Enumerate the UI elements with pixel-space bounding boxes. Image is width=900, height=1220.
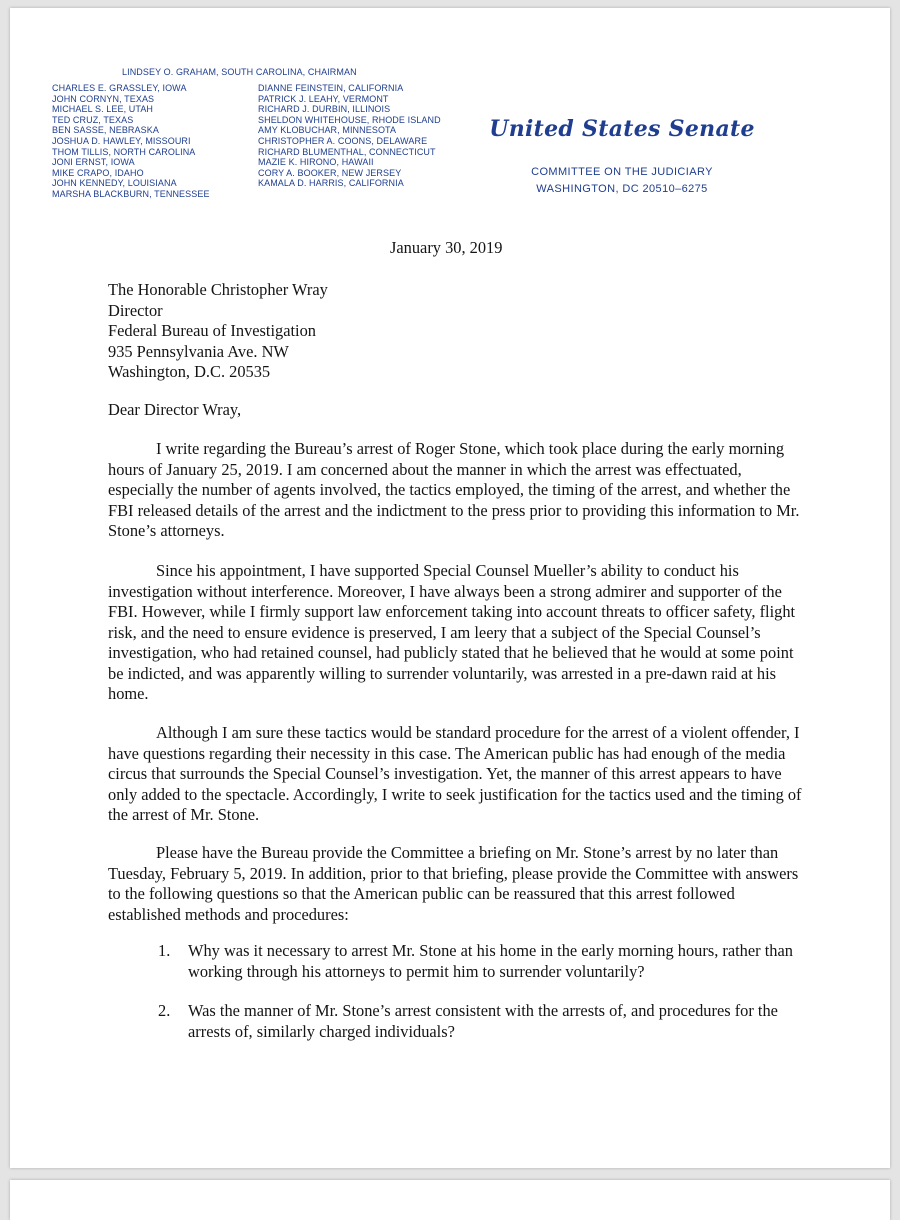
member-name: JOHN CORNYN, TEXAS: [52, 93, 155, 104]
letterhead: [10, 8, 890, 208]
letter-date: January 30, 2019: [390, 238, 503, 257]
recipient-line: The Honorable Christopher Wray: [108, 280, 328, 299]
member-name: AMY KLOBUCHAR, MINNESOTA: [258, 125, 397, 136]
recipient-line: Federal Bureau of Investigation: [108, 321, 317, 340]
salutation: Dear Director Wray,: [108, 400, 242, 419]
committee-name: COMMITTEE ON THE JUDICIARY: [531, 166, 713, 178]
member-name: PATRICK J. LEAHY, VERMONT: [258, 93, 389, 104]
question-number: 2.: [158, 1001, 171, 1020]
member-name: JOSHUA D. HAWLEY, MISSOURI: [52, 135, 191, 146]
question-text: Was the manner of Mr. Stone’s arrest consistent with the arrests of, and procedures for the arrests of, similarly charged individuals?: [188, 1001, 778, 1041]
recipient-address: [108, 280, 328, 383]
paragraph: Please have the Bureau provide the Committee a briefing on Mr. Stone’s arrest by no later than Tuesday, February 5, 2019. In addition, prior to that briefing, please provide the Committee with answers to the following questions so that the American public can be reassured that this arrest followed established methods and procedures:: [108, 843, 799, 924]
member-name: RICHARD BLUMENTHAL, CONNECTICUT: [258, 146, 436, 157]
question-item: [158, 1001, 808, 1042]
question-number: 1.: [158, 941, 171, 960]
member-name: RICHARD J. DURBIN, ILLINOIS: [258, 104, 391, 115]
member-name: THOM TILLIS, NORTH CAROLINA: [52, 146, 196, 157]
paragraph: I write regarding the Bureau’s arrest of Roger Stone, which took place during the early morning hours of January 25, 2019. I am concerned about the manner in which the arrest was effectuated, especially the number of agents involved, the tactics employed, the timing of the arrest, and whether the FBI released details of the arrest and the indictment to the press prior to providing this information to Mr. Stone’s attorneys.: [108, 439, 800, 540]
committee-address: WASHINGTON, DC 20510–6275: [536, 183, 708, 195]
member-name: CORY A. BOOKER, NEW JERSEY: [258, 167, 402, 178]
question-text: Why was it necessary to arrest Mr. Stone at his home in the early morning hours, rather than working through his attorneys to permit him to surrender voluntarily?: [188, 941, 793, 981]
member-name: MAZIE K. HIRONO, HAWAII: [258, 157, 374, 168]
paragraph: Since his appointment, I have supported Special Counsel Mueller’s ability to conduct his investigation without interference. Moreover, I have always been a strong admirer and supporter of the FBI. However, while I firmly support law enforcement taking into account threats to officer safety, flight risk, and the need to ensure evidence is preserved, I am leery that a subject of the Special Counsel’s investigation, who had retained counsel, had publicly stated that he believed that he would at some point be indicted, and was apparently willing to surrender voluntarily, was arrested in a pre-dawn raid at his home.: [108, 561, 796, 703]
recipient-line: 935 Pennsylvania Ave. NW: [108, 341, 289, 361]
letter-page: [10, 8, 890, 1168]
recipient-line: Director: [108, 300, 163, 320]
member-name: TED CRUZ, TEXAS: [52, 114, 134, 125]
member-name: SHELDON WHITEHOUSE, RHODE ISLAND: [258, 114, 441, 125]
committee-chairman: LINDSEY O. GRAHAM, SOUTH CAROLINA, CHAIRMAN: [122, 67, 357, 77]
member-name: CHRISTOPHER A. COONS, DELAWARE: [258, 135, 428, 146]
member-name: MICHAEL S. LEE, UTAH: [52, 104, 154, 115]
member-name: MARSHA BLACKBURN, TENNESSEE: [52, 188, 210, 199]
next-page-edge: [10, 1180, 890, 1220]
committee-block: [492, 164, 752, 198]
paragraph: Although I am sure these tactics would be standard procedure for the arrest of a violent offender, I have questions regarding their necessity in this case. The American public has had enough of the media circus that surrounds the Special Counsel’s investigation. Yet, the manner of this arrest appears to have only added to the spectacle. Accordingly, I write to seek justification for the tactics used and the timing of the arrest of Mr. Stone.: [108, 723, 802, 824]
member-name: MIKE CRAPO, IDAHO: [52, 167, 144, 178]
member-name: JOHN KENNEDY, LOUISIANA: [52, 178, 177, 189]
majority-members-list: [52, 83, 210, 200]
member-name: DIANNE FEINSTEIN, CALIFORNIA: [258, 83, 404, 93]
member-name: CHARLES E. GRASSLEY, IOWA: [52, 83, 187, 93]
senate-title: United States Senate: [489, 116, 755, 142]
recipient-line: Washington, D.C. 20535: [108, 362, 271, 381]
member-name: BEN SASSE, NEBRASKA: [52, 125, 159, 136]
member-name: KAMALA D. HARRIS, CALIFORNIA: [258, 178, 404, 189]
question-item: [158, 941, 808, 982]
member-name: JONI ERNST, IOWA: [52, 157, 135, 168]
minority-members-list: [258, 83, 441, 189]
